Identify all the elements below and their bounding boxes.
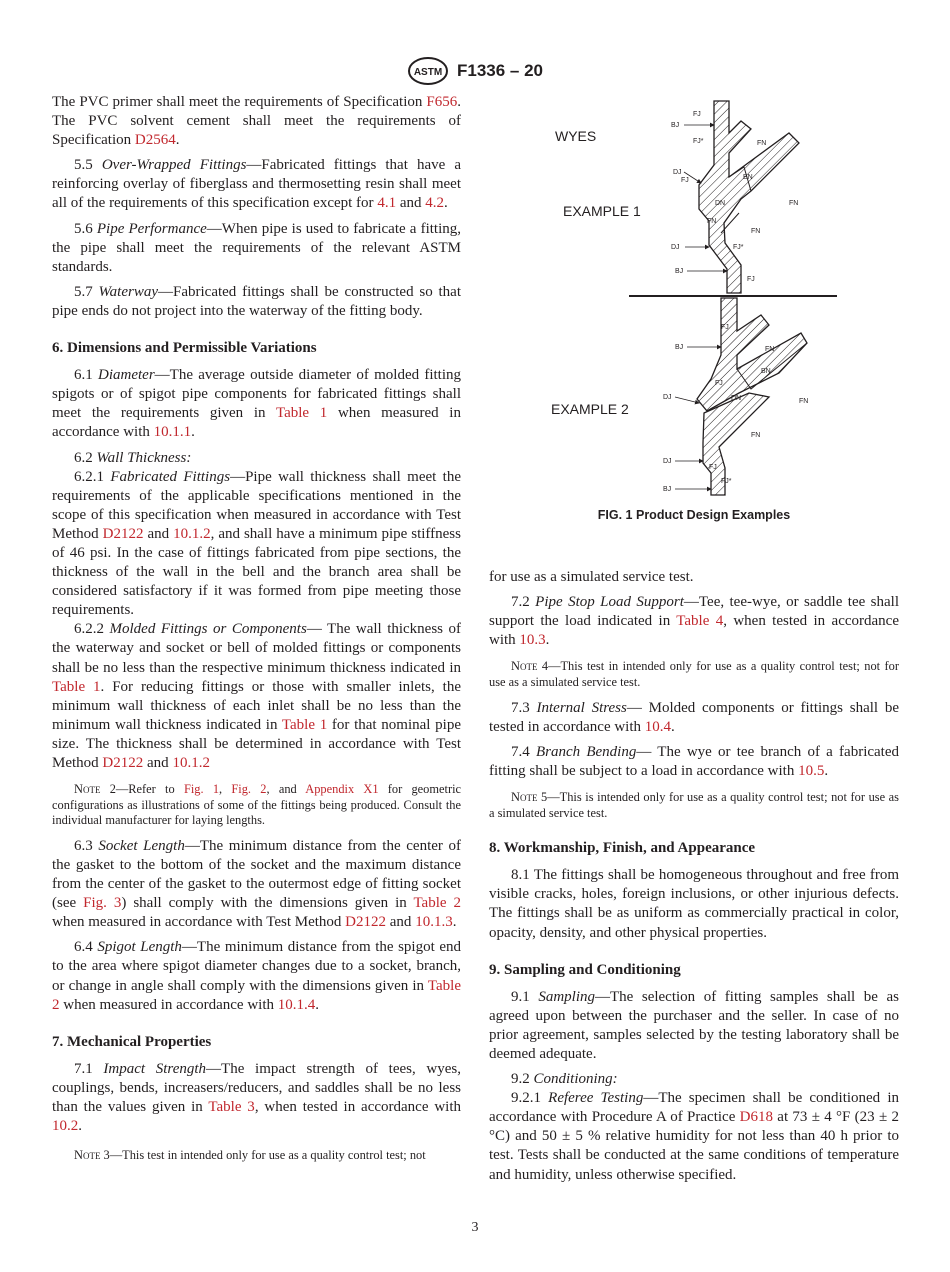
- figure-1-drawing: [489, 93, 899, 533]
- svg-text:DJ: DJ: [671, 244, 680, 251]
- ref-fig-3[interactable]: Fig. 3: [83, 895, 122, 912]
- paragraph-continued: for use as a simulated service test.: [489, 569, 694, 585]
- paragraph-5-5: 5.5 Over-Wrapped Fittings—Fabricated fittings that have a reinforcing overlay of fiberglass and thermosetting resin shall meet all of the requirements of this specification except for 4.1 and 4.2.: [52, 157, 461, 212]
- svg-text:DN: DN: [715, 200, 726, 207]
- paragraph-7-4: 7.4 Branch Bending— The wye or tee branch of a fabricated fitting shall be subject to a load in accordance with 10.5.: [489, 743, 900, 779]
- svg-text:FJ: FJ: [693, 111, 701, 118]
- svg-text:FN: FN: [799, 398, 809, 405]
- ref-f656[interactable]: F656: [426, 94, 458, 110]
- svg-text:BN: BN: [743, 174, 753, 181]
- paragraph-6-2-1: 6.2.1 Fabricated Fittings—Pipe wall thickness shall meet the requirements of the applicable specifications mentioned in the scope of this specification when measured in accordance with Test Method D2122 and 10.1.2, and shall have a minimum pipe stiffness of 46 psi. In the case of fittings fabricated from pipe sections, the thickness of the wall in the bell and the branch area shall be considered satisfactory if it was formed from pipe meeting those requirements.: [52, 468, 462, 619]
- ref-4-2[interactable]: 4.2: [425, 195, 444, 212]
- paragraph-7-3: 7.3 Internal Stress— Molded components or fittings shall be tested in accordance with 10.4.: [489, 699, 899, 735]
- ref-table-4[interactable]: Table 4: [676, 613, 724, 630]
- paragraph-9-2-1: 9.2.1 Referee Testing—The specimen shall be conditioned in accordance with Procedure A of Practice D618 at 73 ± 4 °F (23 ± 2 °C) and 50 ± 5 % relative humidity for not less than 40 h prior to test. Tests shall be conducted at the same conditions of temperature and humidity, unless otherwise specified.: [489, 1090, 899, 1183]
- svg-text:FJ*: FJ*: [721, 478, 732, 485]
- svg-text:BJ: BJ: [671, 122, 680, 129]
- label-wyes: WYES: [555, 128, 597, 144]
- svg-text:ASTM: ASTM: [413, 67, 443, 78]
- svg-text:FN: FN: [765, 346, 775, 353]
- left-column: [52, 93, 461, 1172]
- ref-d2122[interactable]: D2122: [345, 914, 387, 931]
- ref-table-1[interactable]: Table 1: [281, 716, 328, 733]
- example-1-wye-fitting: [629, 101, 837, 296]
- ref-d2122[interactable]: D2122: [102, 755, 144, 771]
- ref-d2122[interactable]: D2122: [102, 525, 144, 542]
- svg-text:FJ*: FJ*: [733, 244, 744, 251]
- svg-text:FN: FN: [751, 228, 761, 235]
- ref-table-2[interactable]: Table 2: [52, 977, 461, 1013]
- ref-fig-2[interactable]: Fig. 2: [231, 782, 267, 797]
- svg-text:BN: BN: [761, 368, 771, 375]
- ref-10-5[interactable]: 10.5: [798, 762, 825, 779]
- section-heading-7: 7. Mechanical Properties: [52, 1033, 212, 1050]
- ref-d618[interactable]: D618: [739, 1109, 774, 1126]
- paragraph-8-1: 8.1 The fittings shall be homogeneous throughout and free from visible cracks, holes, foreign inclusions, or other injurious defects. The fittings shall be as uniform as commercially practical in color, opacity, density, and other physical properties.: [489, 867, 899, 941]
- paragraph-9-1: 9.1 Sampling—The selection of fitting samples shall be as agreed upon between the purchaser and the seller. In case of no prior agreement, samples selected by the testing laboratory shall be deemed adequate.: [489, 988, 899, 1062]
- section-heading-9: 9. Sampling and Conditioning: [489, 961, 681, 978]
- paragraph-6-1: 6.1 Diameter—The average outside diameter of molded fitting spigots or of spigot pipe components for fabricated fittings shall meet the requirements given in Table 1 when measured in accordance with 10.1.1.: [52, 367, 462, 441]
- svg-text:FN: FN: [789, 200, 799, 207]
- svg-text:FN: FN: [751, 432, 761, 439]
- ref-10-4[interactable]: 10.4: [644, 718, 672, 735]
- ref-appendix-x1[interactable]: Appendix X1: [305, 782, 379, 797]
- paragraph-6-3: 6.3 Socket Length—The minimum distance from the center of the gasket to the bottom of the socket and the maximum distance from the center of the gasket to the outermost edge of fitting socket (see Fig. 3) shall comply with the dimensions given in Table 2 when measured in accordance with Test Method D2122 and 10.1.3.: [52, 837, 462, 931]
- ref-table-1[interactable]: Table 1: [275, 405, 328, 422]
- svg-text:FJ: FJ: [747, 276, 755, 283]
- svg-text:BJ: BJ: [675, 268, 684, 275]
- svg-text:FJ: FJ: [709, 464, 717, 471]
- ref-10-1-2[interactable]: 10.1.2: [172, 755, 210, 771]
- figure-caption: FIG. 1 Product Design Examples: [597, 508, 791, 522]
- ref-4-1[interactable]: 4.1: [377, 195, 397, 212]
- ref-10-3[interactable]: 10.3: [519, 632, 546, 649]
- page-number: 3: [471, 1220, 479, 1235]
- paragraph-7-1: 7.1 Impact Strength—The impact strength of tees, wyes, couplings, bends, increasers/reducers, and saddles shall be no less than the values given in Table 3, when tested in accordance with 10.2.: [52, 1060, 461, 1135]
- paragraph-7-2: 7.2 Pipe Stop Load Support—Tee, tee-wye, or saddle tee shall support the load indicated in Table 4, when tested in accordance with 10.3.: [489, 594, 900, 649]
- section-heading-6: 6. Dimensions and Permissible Variations: [52, 340, 317, 357]
- paragraph-9-2: 9.2 Conditioning:: [511, 1071, 618, 1088]
- svg-text:BJ: BJ: [663, 486, 672, 493]
- label-example-1: EXAMPLE 1: [563, 203, 641, 219]
- paragraph-5-6: 5.6 Pipe Performance—When pipe is used to fabricate a fitting, the pipe shall meet the requirements of the relevant ASTM standards.: [52, 220, 461, 275]
- right-column: [489, 568, 899, 1191]
- paragraph-6-4: 6.4 Spigot Length—The minimum distance from the spigot end to the area where spigot diameter changes due to a socket, branch, or change in angle shall comply with the dimensions given in Table 2 when measured in accordance with 10.1.4.: [52, 939, 461, 1013]
- section-heading-8: 8. Workmanship, Finish, and Appearance: [489, 840, 756, 857]
- ref-d2564[interactable]: D2564: [134, 132, 176, 149]
- svg-text:DJ: DJ: [663, 458, 672, 465]
- svg-text:DN: DN: [731, 395, 742, 402]
- paragraph-5-7: 5.7 Waterway—Fabricated fittings shall be constructed so that pipe ends do not project into the waterway of the fitting body.: [52, 283, 462, 319]
- svg-text:FJ: FJ: [681, 177, 689, 184]
- astm-logo-icon: [407, 56, 449, 86]
- paragraph-primer: The PVC primer shall meet the requirements of Specification F656. The PVC solvent cement shall meet the requirements of Specification D2564.: [52, 94, 461, 149]
- ref-10-2[interactable]: 10.2: [52, 1118, 79, 1135]
- ref-10-1-4[interactable]: 10.1.4: [277, 996, 316, 1013]
- ref-table-1[interactable]: Table 1: [52, 678, 101, 695]
- ref-10-1-1[interactable]: 10.1.1: [153, 424, 192, 441]
- note-2: Note 2—Refer to Fig. 1, Fig. 2, and Appendix X1 for geometric configurations as illustrations of some of the fittings being produced. Consult the individual manufacturer for laying lengths.: [52, 782, 462, 828]
- ref-fig-1[interactable]: Fig. 1: [183, 782, 220, 797]
- note-3: Note 3—This test in intended only for use as a quality control test; not: [74, 1148, 426, 1163]
- svg-text:FJ*: FJ*: [693, 138, 704, 145]
- page-header: [0, 56, 950, 86]
- svg-text:FJ: FJ: [721, 324, 729, 331]
- ref-table-3[interactable]: Table 3: [208, 1099, 255, 1115]
- svg-text:DJ: DJ: [673, 169, 682, 176]
- ref-table-2[interactable]: Table 2: [413, 895, 461, 912]
- svg-text:FJ: FJ: [715, 380, 723, 387]
- svg-text:DJ: DJ: [663, 394, 672, 401]
- label-example-2: EXAMPLE 2: [551, 401, 629, 417]
- note-5: Note 5—This is intended only for use as a quality control test; not for use as a simulated service test.: [489, 789, 899, 820]
- svg-text:FN: FN: [707, 218, 717, 225]
- note-4: Note 4—This test in intended only for use as a quality control test; not for use as a simulated service test.: [489, 659, 900, 689]
- paragraph-6-2-2: 6.2.2 Molded Fittings or Components— The wall thickness of the waterway and socket or bell of molded fittings or components shall be no less than the respective minimum thickness indicated in Table 1. For reducing fittings or those with smaller inlets, the minimum wall thickness of each inlet shall be no less than the minimum wall thickness indicated in Table 1 for that nominal pipe size. The thickness shall be determined in accordance with Test Method D2122 and 10.1.2: [52, 621, 462, 771]
- ref-10-1-2[interactable]: 10.1.2: [173, 525, 211, 542]
- ref-10-1-3[interactable]: 10.1.3: [415, 914, 453, 931]
- document-designation: F1336 – 20: [456, 61, 543, 80]
- svg-text:FN: FN: [757, 140, 767, 147]
- paragraph-6-2: 6.2 Wall Thickness:: [74, 449, 192, 466]
- svg-text:BJ: BJ: [675, 344, 684, 351]
